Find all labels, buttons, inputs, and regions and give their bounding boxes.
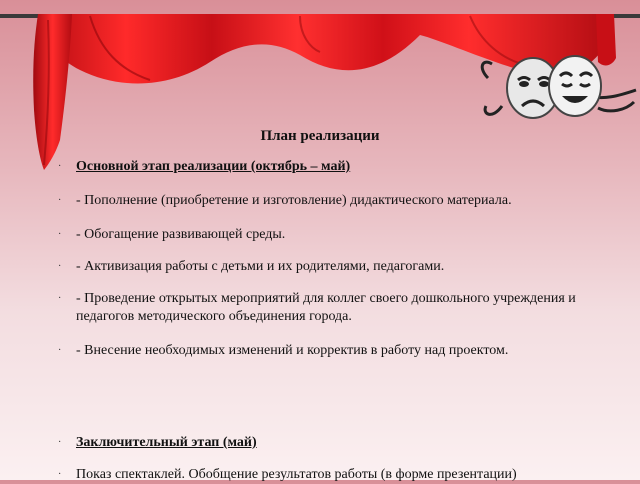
bullet-icon: · (58, 469, 62, 480)
list-item-text: Показ спектаклей. Обобщение результатов работы (в форме презентации) (76, 467, 517, 482)
list-item-text: - Пополнение (приобретение и изготовление) дидактического материала. (76, 193, 512, 208)
list-item-text: - Проведение открытых мероприятий для коллег своего дошкольного учреждения и педагогов методического объединения города. (76, 291, 576, 324)
list-item (58, 258, 444, 276)
main-stage-heading: Основной этап реализации (октябрь – май) (76, 159, 351, 174)
theatre-masks-icon (478, 48, 638, 128)
bullet-icon: · (58, 293, 62, 304)
list-item-text: - Активизация работы с детьми и их родителями, педагогами. (76, 259, 445, 274)
final-stage-heading: Заключительный этап (май) (76, 435, 257, 450)
list-item (58, 466, 517, 484)
bullet-icon: · (58, 261, 62, 272)
bullet-icon: · (58, 161, 62, 172)
list-item (58, 158, 350, 176)
slide-title: План реализации (260, 128, 380, 144)
list-item (58, 290, 576, 326)
bullet-icon: · (58, 345, 62, 356)
list-item (58, 226, 285, 244)
list-item-text: - Обогащение развивающей среды. (76, 227, 286, 242)
list-item-text: - Внесение необходимых изменений и корректив в работу над проектом. (76, 343, 509, 358)
bullet-icon: · (58, 195, 62, 206)
list-item (58, 434, 257, 452)
list-item (58, 342, 508, 360)
list-item (58, 192, 512, 210)
bullet-icon: · (58, 437, 62, 448)
bullet-icon: · (58, 229, 62, 240)
